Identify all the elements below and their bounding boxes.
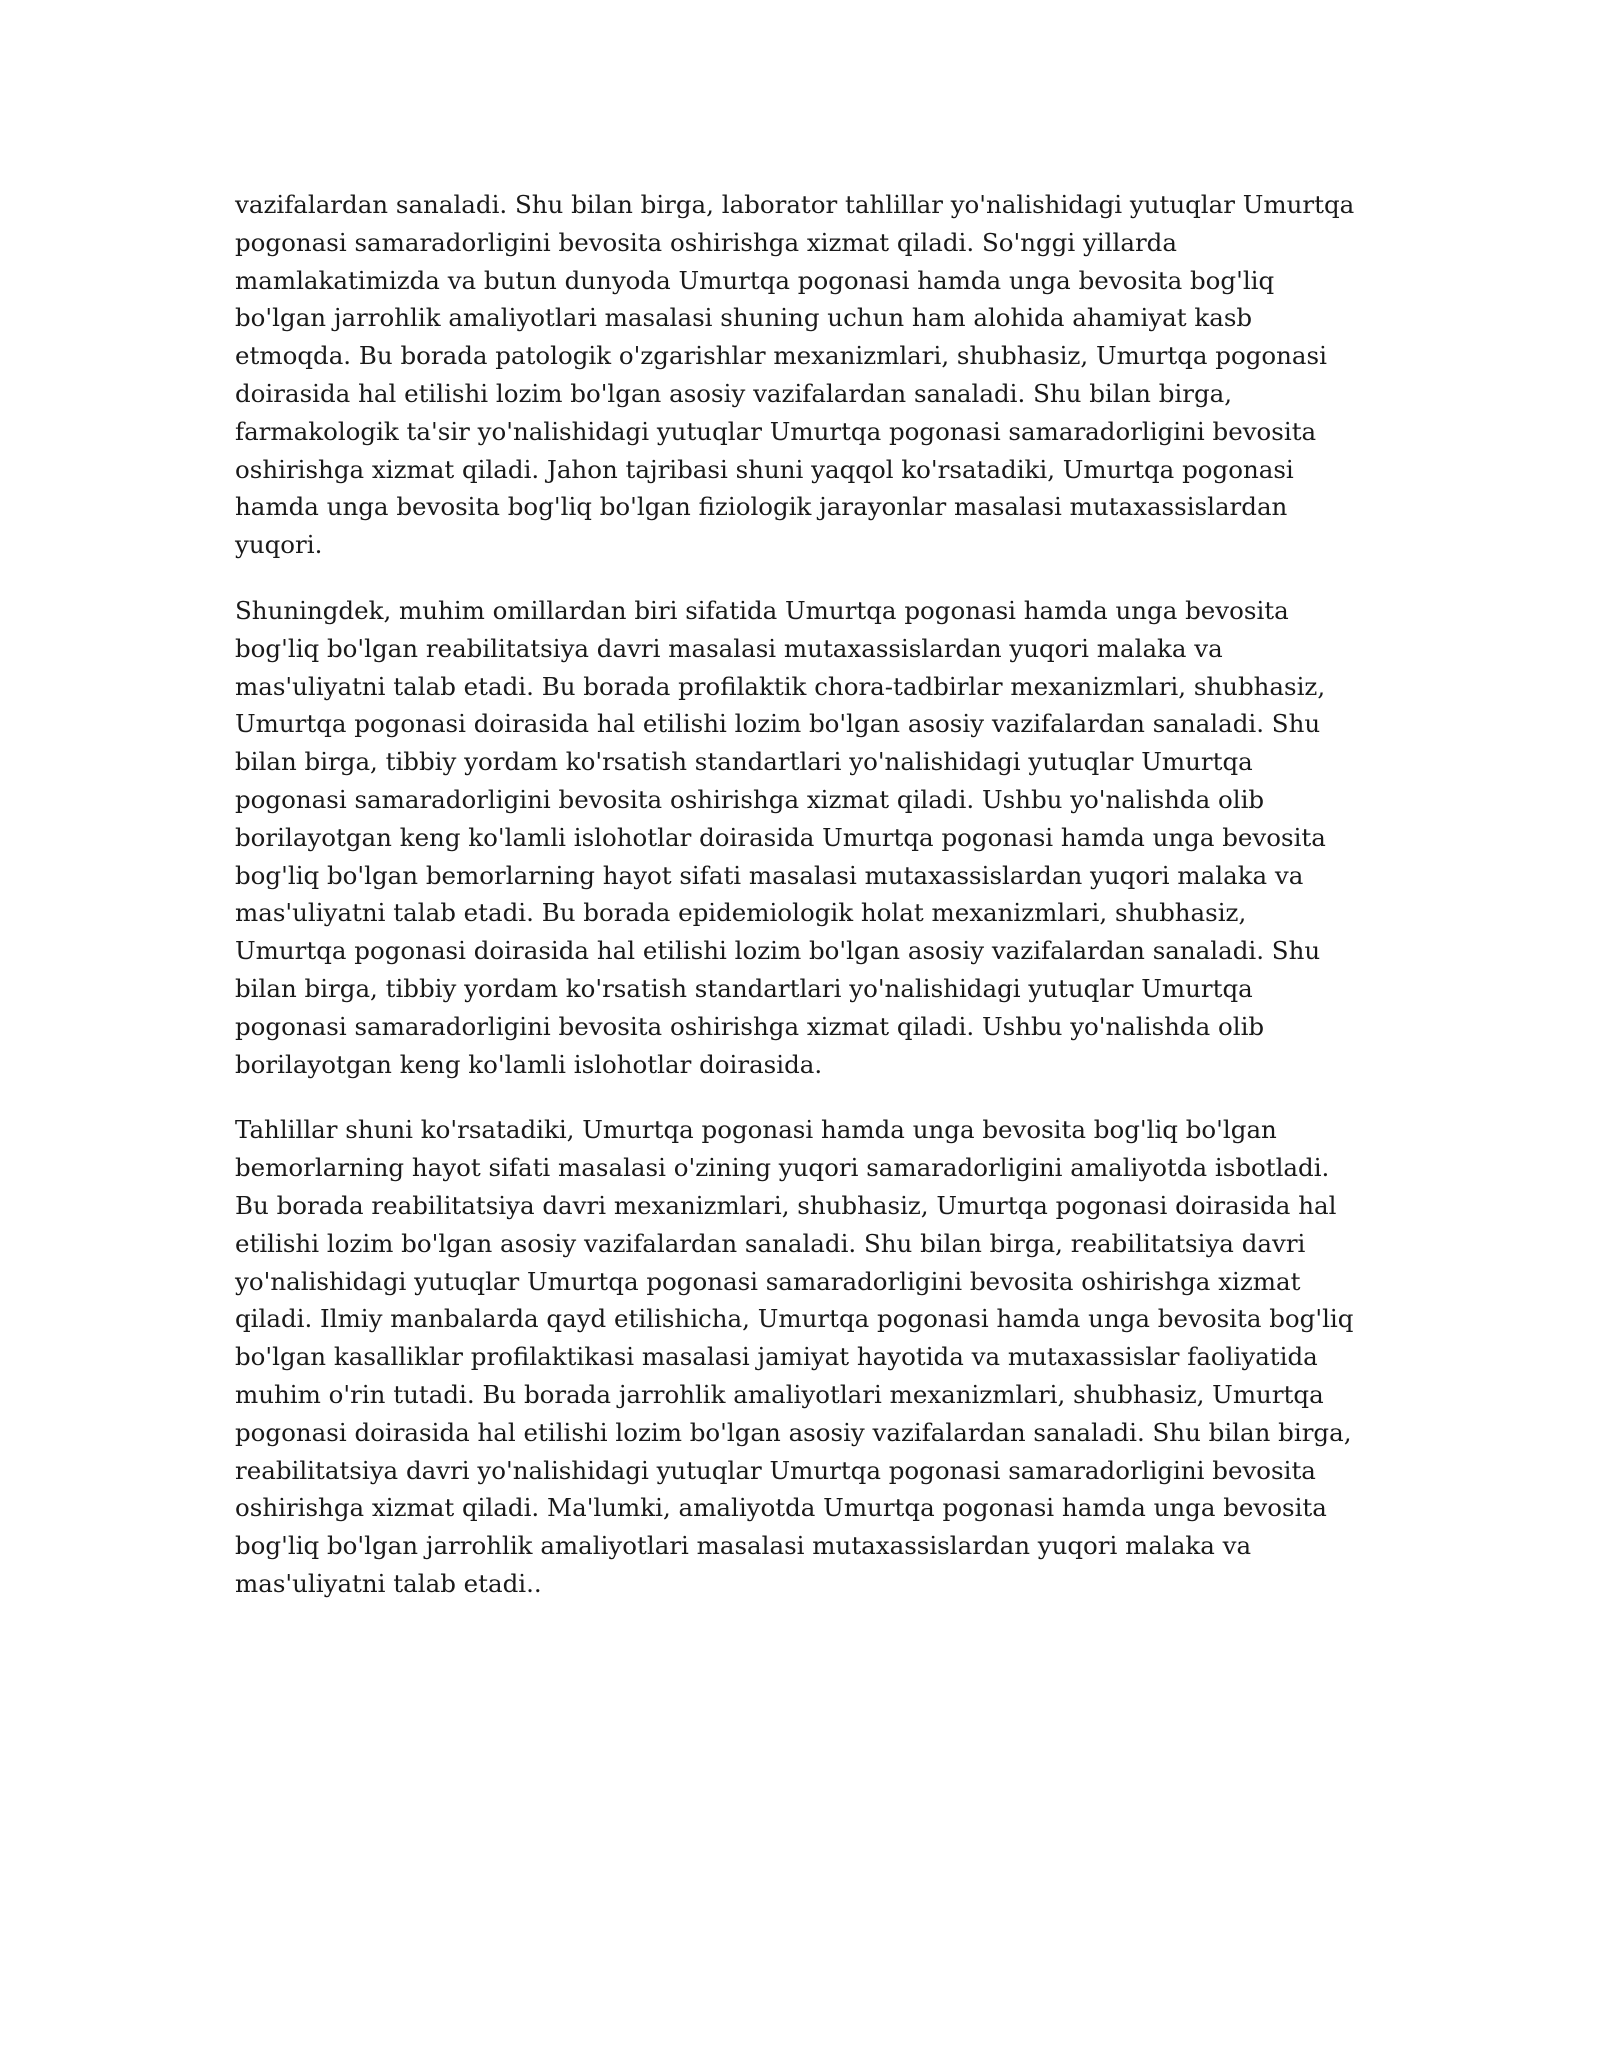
- paragraph-2: Shuningdek, muhim omillardan biri sifatida Umurtqa pogonasi hamda unga bevosita bog'liq bo'lgan reabilitatsiya davri masalasi mutaxassislardan yuqori malaka va mas'uliyatni talab etadi. Bu borada profilaktik chora-tadbirlar mexanizmlari, shubhasiz, Umurtqa pogonasi doirasida hal etilishi lozim bo'lgan asosiy vazifalardan sanaladi. Shu bilan birga, tibbiy yordam ko'rsatish standartlari yo'nalishidagi yutuqlar Umurtqa pogonasi samaradorligini bevosita oshirishga xizmat qiladi. Ushbu yo'nalishda olib borilayotgan keng ko'lamli islohotlar doirasida Umurtqa pogonasi hamda unga bevosita bog'liq bo'lgan bemorlarning hayot sifati masalasi mutaxassislardan yuqori malaka va mas'uliyatni talab etadi. Bu borada epidemiologik holat mexanizmlari, shubhasiz, Umurtqa pogonasi doirasida hal etilishi lozim bo'lgan asosiy vazifalardan sanaladi. Shu bilan birga, tibbiy yordam ko'rsatish standartlari yo'nalishidagi yutuqlar Umurtqa pogonasi samaradorligini bevosita oshirishga xizmat qiladi. Ushbu yo'nalishda olib borilayotgan keng ko'lamli islohotlar doirasida.: [235, 595, 1326, 1079]
- paragraph-3: Tahlillar shuni ko'rsatadiki, Umurtqa pogonasi hamda unga bevosita bog'liq bo'lgan bemorlarning hayot sifati masalasi o'zining yuqori samaradorligini amaliyotda isbotladi. Bu borada reabilitatsiya davri mexanizmlari, shubhasiz, Umurtqa pogonasi doirasida hal etilishi lozim bo'lgan asosiy vazifalardan sanaladi. Shu bilan birga, reabilitatsiya davri yo'nalishidagi yutuqlar Umurtqa pogonasi samaradorligini bevosita oshirishga xizmat qiladi. Ilmiy manbalarda qayd etilishicha, Umurtqa pogonasi hamda unga bevosita bog'liq bo'lgan kasalliklar profilaktikasi masalasi jamiyat hayotida va mutaxassislar faoliyatida muhim o'rin tutadi. Bu borada jarrohlik amaliyotlari mexanizmlari, shubhasiz, Umurtqa pogonasi doirasida hal etilishi lozim bo'lgan asosiy vazifalardan sanaladi. Shu bilan birga, reabilitatsiya davri yo'nalishidagi yutuqlar Umurtqa pogonasi samaradorligini bevosita oshirishga xizmat qiladi. Ma'lumki, amaliyotda Umurtqa pogonasi hamda unga bevosita bog'liq bo'lgan jarrohlik amaliyotlari masalasi mutaxassislardan yuqori malaka va mas'uliyatni talab etadi..: [235, 1115, 1354, 1598]
- paragraph-1: vazifalardan sanaladi. Shu bilan birga, laborator tahlillar yo'nalishidagi yutuqlar Umurtqa pogonasi samaradorligini bevosita oshirishga xizmat qiladi. So'nggi yillarda mamlakatimizda va butun dunyoda Umurtqa pogonasi hamda unga bevosita bog'liq bo'lgan jarrohlik amaliyotlari masalasi shuning uchun ham alohida ahamiyat kasb etmoqda. Bu borada patologik o'zgarishlar mexanizmlari, shubhasiz, Umurtqa pogonasi doirasida hal etilishi lozim bo'lgan asosiy vazifalardan sanaladi. Shu bilan birga, farmakologik ta'sir yo'nalishidagi yutuqlar Umurtqa pogonasi samaradorligini bevosita oshirishga xizmat qiladi. Jahon tajribasi shuni yaqqol ko'rsatadiki, Umurtqa pogonasi hamda unga bevosita bog'liq bo'lgan fiziologik jarayonlar masalasi mutaxassislardan yuqori.: [235, 190, 1355, 560]
- document-body: [235, 186, 1365, 1631]
